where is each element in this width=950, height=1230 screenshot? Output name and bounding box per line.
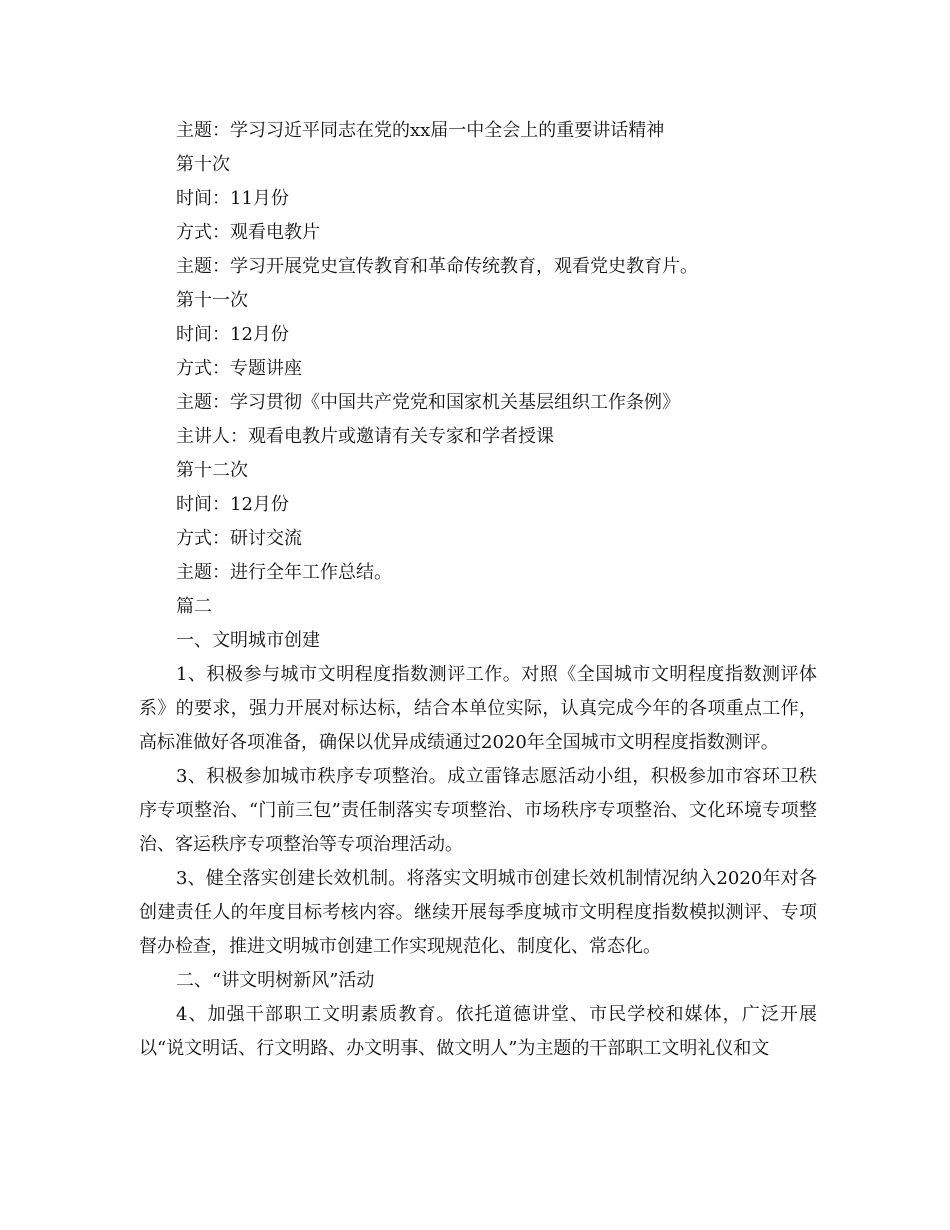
body-paragraph: 4、加强干部职工文明素质教育。依托道德讲堂、市民学校和媒体，广泛开展以“说文明话、行文明路、办文明事、做文明人”为主题的干部职工文明礼仪和文 [139, 1004, 817, 1059]
topic-line: 主题：学习贯彻《中国共产党党和国家机关基层组织工作条例》 [176, 392, 680, 413]
session-heading: 第十次 [176, 154, 230, 175]
body-paragraph: 1、积极参与城市文明程度指数测评工作。对照《全国城市文明程度指数测评体系》的要求，强力开展对标达标，结合本单位实际，认真完成今年的各项重点工作，高标准做好各项准备，确保以优异成绩通过2020年全国城市文明程度指数测评。 [139, 664, 817, 753]
topic-line: 主题：进行全年工作总结。 [176, 562, 392, 583]
topic-line: 主题：学习开展党史宣传教育和革命传统教育，观看党史教育片。 [176, 256, 698, 277]
document-body [139, 114, 817, 1066]
section-heading: 一、文明城市创建 [176, 630, 320, 651]
session-heading: 第十一次 [176, 290, 248, 311]
speaker-line: 主讲人：观看电教片或邀请有关专家和学者授课 [176, 426, 554, 447]
method-line: 方式：研讨交流 [176, 528, 302, 549]
session-heading: 第十二次 [176, 460, 248, 481]
method-line: 方式：专题讲座 [176, 358, 302, 379]
time-line: 时间：12月份 [176, 324, 289, 345]
method-line: 方式：观看电教片 [176, 222, 320, 243]
time-line: 时间：11月份 [176, 188, 289, 209]
time-line: 时间：12月份 [176, 494, 289, 515]
part-heading: 篇二 [176, 596, 212, 617]
topic-line: 主题：学习习近平同志在党的xx届一中全会上的重要讲话精神 [176, 120, 665, 141]
body-paragraph: 3、积极参加城市秩序专项整治。成立雷锋志愿活动小组，积极参加市容环卫秩序专项整治、“门前三包”责任制落实专项整治、市场秩序专项整治、文化环境专项整治、客运秩序专项整治等专项治理活动。 [139, 766, 817, 855]
body-paragraph: 3、健全落实创建长效机制。将落实文明城市创建长效机制情况纳入2020年对各创建责任人的年度目标考核内容。继续开展每季度城市文明程度指数模拟测评、专项督办检查，推进文明城市创建工作实现规范化、制度化、常态化。 [139, 868, 817, 957]
section-heading: 二、“讲文明树新风”活动 [176, 970, 375, 991]
